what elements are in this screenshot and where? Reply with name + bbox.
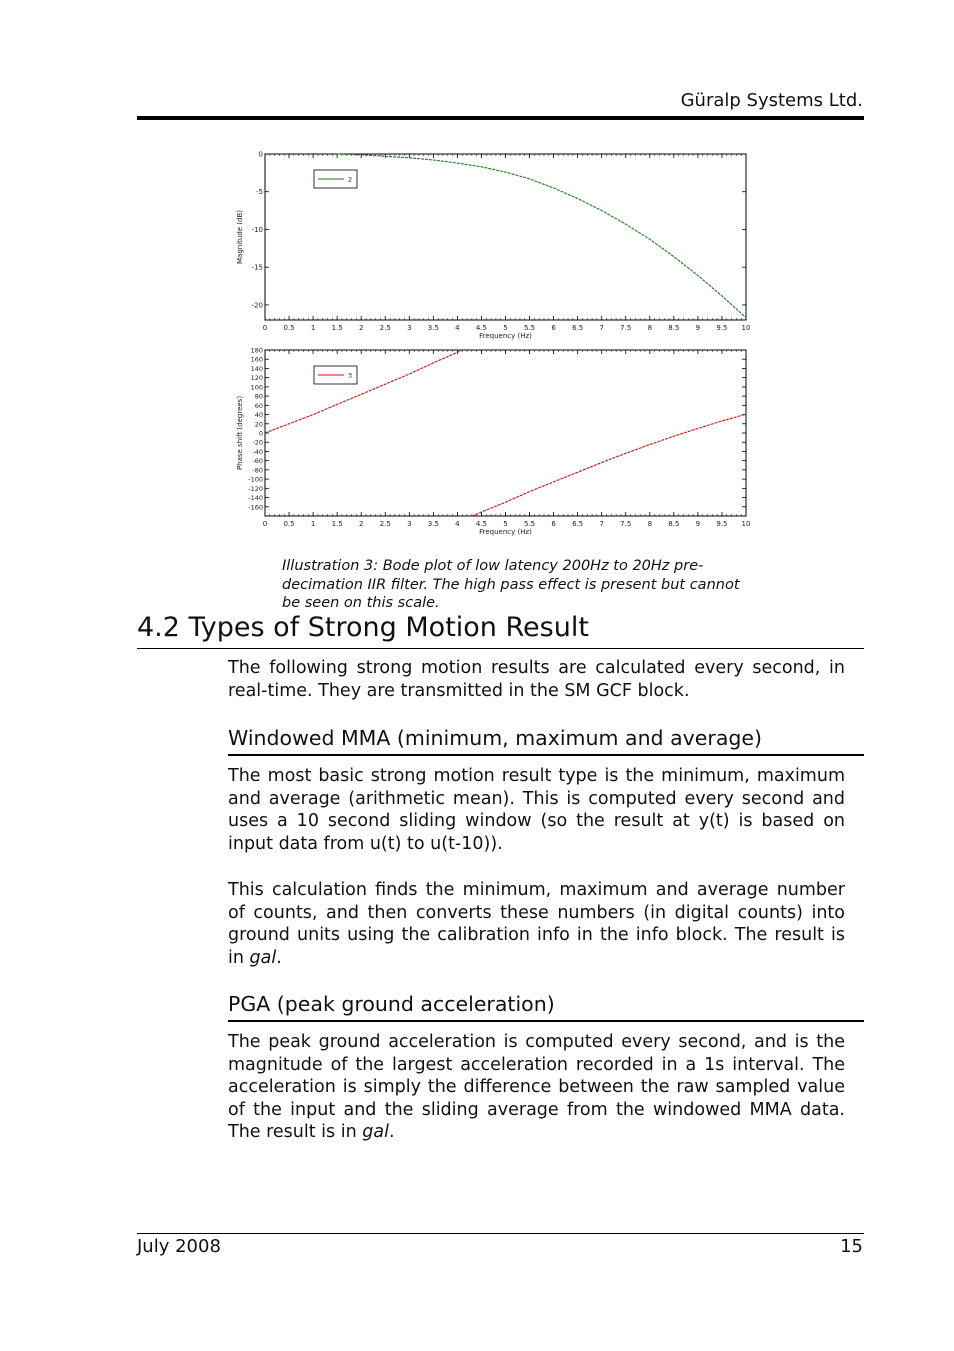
bode-plot (230, 146, 770, 541)
pga-paragraph-text: The peak ground acceleration is computed every second, and is the magnitude of the largest acceleration recorded in a 1s interval. The acceleration is simply the difference between the raw sampled value of the input and the sliding average from the windowed MMA data. The result is in (228, 1032, 845, 1142)
x-tick-label: 5 (503, 520, 508, 528)
intro-paragraph: The following strong motion results are calculated every second, in real-time. They are transmitted in the SM GCF block. (228, 658, 845, 701)
header-rule (137, 116, 864, 120)
x-tick-label: 7.5 (620, 520, 632, 528)
x-tick-label: 8.5 (668, 324, 680, 332)
x-tick-label: 3.5 (427, 520, 439, 528)
figure-caption (282, 557, 802, 613)
x-tick-label: 7.5 (620, 324, 632, 332)
y-tick-label: 20 (254, 420, 263, 429)
header-company: Güralp Systems Ltd. (680, 90, 863, 111)
series-line (265, 350, 462, 433)
unit-gal: gal (249, 947, 277, 968)
y-tick-label: 140 (250, 364, 263, 373)
x-tick-label: 0.5 (283, 520, 295, 528)
x-tick-label: 1 (310, 520, 316, 528)
x-tick-label: 1 (310, 324, 316, 332)
y-tick-label: -60 (252, 457, 263, 466)
x-tick-label: 9 (695, 520, 701, 528)
y-tick-label: -10 (251, 225, 263, 234)
mma-paragraph-1: The most basic strong motion result type is the minimum, maximum and average (arithmetic mean). This is computed every second and uses a 10 second sliding window (so the result at y(t) is based on input data from u(t) to u(t-10)). (228, 766, 845, 854)
caption-line: be seen on this scale. (282, 595, 440, 611)
x-tick-label: 4.5 (475, 324, 488, 332)
x-tick-label: 6 (551, 520, 556, 528)
bode-plot-figure (230, 146, 770, 541)
y-tick-label: -5 (256, 188, 263, 197)
y-tick-label: 100 (250, 383, 263, 392)
x-tick-label: 0.5 (283, 324, 295, 332)
x-tick-label: 2.5 (379, 324, 391, 332)
y-axis-label: Magnitude (dB) (236, 209, 244, 265)
x-tick-label: 10 (741, 520, 751, 528)
x-tick-label: 4 (455, 324, 460, 332)
pga-paragraph (228, 1031, 845, 1144)
y-tick-label: -80 (252, 466, 263, 475)
x-tick-label: 5 (503, 324, 508, 332)
y-tick-label: 0 (258, 429, 263, 438)
x-tick-label: 2 (358, 520, 364, 528)
y-tick-label: -20 (251, 301, 263, 310)
x-tick-label: 6.5 (572, 324, 584, 332)
section-rule (137, 648, 864, 649)
x-tick-label: 7 (599, 520, 604, 528)
x-tick-label: 3 (407, 520, 412, 528)
period: . (276, 947, 282, 968)
y-tick-label: 60 (254, 401, 263, 410)
x-tick-label: 0 (262, 324, 268, 332)
x-tick-label: 6 (551, 324, 556, 332)
footer-date: July 2008 (137, 1236, 221, 1257)
x-tick-label: 5.5 (523, 324, 536, 332)
x-tick-label: 1.5 (331, 520, 343, 528)
y-tick-label: 0 (258, 150, 263, 159)
caption-line: decimation IIR filter. The high pass effect is present but cannot (282, 576, 740, 593)
x-tick-label: 8 (647, 520, 653, 528)
x-tick-label: 3 (407, 324, 412, 332)
x-tick-label: 6.5 (572, 520, 584, 528)
x-tick-label: 7 (599, 324, 604, 332)
y-tick-label: 160 (250, 355, 263, 364)
x-tick-label: 2 (358, 324, 364, 332)
y-tick-label: -15 (251, 263, 263, 272)
y-axis-label: Phase shift (degrees) (236, 395, 244, 471)
y-tick-label: -140 (248, 494, 263, 503)
mma-paragraph-2-text: This calculation finds the minimum, maximum and average number of counts, and then converts these numbers (in digital counts) into ground units using the calibration info in the info block. The result is in (228, 880, 845, 968)
y-tick-label: -20 (252, 438, 263, 447)
legend-label: 3 (348, 371, 353, 380)
x-tick-label: 8 (647, 324, 653, 332)
x-tick-label: 9.5 (716, 520, 728, 528)
mma-heading: Windowed MMA (minimum, maximum and average) (228, 726, 763, 750)
period: . (388, 1122, 395, 1142)
pga-heading: PGA (peak ground acceleration) (228, 992, 555, 1016)
x-tick-label: 1.5 (331, 324, 343, 332)
x-tick-label: 2.5 (379, 520, 391, 528)
x-axis-label: Frequency (Hz) (479, 332, 532, 340)
y-tick-label: 40 (254, 411, 263, 420)
x-tick-label: 8.5 (668, 520, 680, 528)
section-title: 4.2 Types of Strong Motion Result (137, 612, 589, 643)
footer-rule (137, 1233, 864, 1234)
page-number: 15 (840, 1236, 863, 1257)
y-tick-label: -120 (248, 484, 263, 493)
x-tick-label: 4 (455, 520, 460, 528)
x-tick-label: 9.5 (716, 324, 728, 332)
x-tick-label: 4.5 (475, 520, 488, 528)
unit-gal: gal (362, 1122, 389, 1142)
y-tick-label: 120 (250, 374, 263, 383)
mma-rule (228, 754, 864, 756)
x-tick-label: 9 (695, 324, 701, 332)
y-tick-label: -40 (252, 447, 263, 456)
legend-label: 2 (348, 175, 353, 184)
x-tick-label: 10 (741, 324, 751, 332)
y-tick-label: 80 (254, 392, 263, 401)
y-tick-label: 180 (250, 346, 263, 355)
y-tick-label: -160 (248, 503, 263, 512)
x-tick-label: 3.5 (427, 324, 439, 332)
caption-line: Illustration 3: Bode plot of low latency 200Hz to 20Hz pre- (282, 558, 704, 574)
mma-paragraph-2 (228, 879, 845, 969)
pga-rule (228, 1020, 864, 1022)
x-axis-label: Frequency (Hz) (479, 528, 532, 536)
series-line (472, 414, 746, 516)
x-tick-label: 5.5 (523, 520, 536, 528)
y-tick-label: -100 (248, 475, 263, 484)
series-line (337, 154, 746, 318)
x-tick-label: 0 (262, 520, 268, 528)
